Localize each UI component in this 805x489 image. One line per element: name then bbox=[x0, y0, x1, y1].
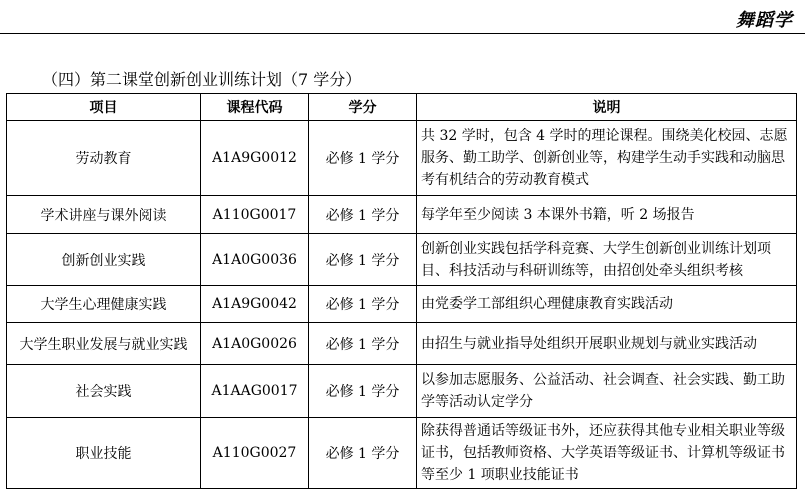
table-row bbox=[7, 323, 797, 365]
training-plan-table bbox=[6, 93, 797, 489]
row-credit: 必修 1 学分 bbox=[309, 418, 417, 489]
row-description: 以参加志愿服务、公益活动、社会调查、社会实践、勤工助学等活动认定学分 bbox=[417, 365, 797, 418]
row-credit: 必修 1 学分 bbox=[309, 323, 417, 365]
row-item-name: 创新创业实践 bbox=[7, 234, 201, 286]
section-title: （四）第二课堂创新创业训练计划（7 学分） bbox=[42, 70, 362, 89]
row-course-code: A1A9G0042 bbox=[201, 286, 309, 323]
table-row bbox=[7, 365, 797, 418]
row-description: 由党委学工部组织心理健康教育实践活动 bbox=[417, 286, 797, 323]
row-item-name: 职业技能 bbox=[7, 418, 201, 489]
row-course-code: A1A0G0026 bbox=[201, 323, 309, 365]
row-item-name: 劳动教育 bbox=[7, 121, 201, 196]
row-course-code: A110G0017 bbox=[201, 196, 309, 234]
row-credit: 必修 1 学分 bbox=[309, 286, 417, 323]
column-header-description: 说明 bbox=[417, 94, 797, 121]
table-row bbox=[7, 121, 797, 196]
table-row bbox=[7, 418, 797, 489]
row-credit: 必修 1 学分 bbox=[309, 121, 417, 196]
row-item-name: 大学生职业发展与就业实践 bbox=[7, 323, 201, 365]
row-description: 共 32 学时，包含 4 学时的理论课程。围绕美化校园、志愿服务、勤工助学、创新创业等，构建学生动手实践和动脑思考有机结合的劳动教育模式 bbox=[417, 121, 797, 196]
table-row bbox=[7, 286, 797, 323]
row-course-code: A1A0G0036 bbox=[201, 234, 309, 286]
column-header-code: 课程代码 bbox=[201, 94, 309, 121]
row-item-name: 社会实践 bbox=[7, 365, 201, 418]
row-course-code: A1AAG0017 bbox=[201, 365, 309, 418]
row-course-code: A1A9G0012 bbox=[201, 121, 309, 196]
row-item-name: 大学生心理健康实践 bbox=[7, 286, 201, 323]
column-header-credit: 学分 bbox=[309, 94, 417, 121]
row-description: 由招生与就业指导处组织开展职业规划与就业实践活动 bbox=[417, 323, 797, 365]
table-row bbox=[7, 196, 797, 234]
row-course-code: A110G0027 bbox=[201, 418, 309, 489]
page-header-label: 舞蹈学 bbox=[736, 10, 793, 31]
header-rule bbox=[0, 33, 805, 34]
row-description: 创新创业实践包括学科竞赛、大学生创新创业训练计划项目、科技活动与科研训练等，由招创处牵头组织考核 bbox=[417, 234, 797, 286]
row-credit: 必修 1 学分 bbox=[309, 234, 417, 286]
row-item-name: 学术讲座与课外阅读 bbox=[7, 196, 201, 234]
row-credit: 必修 1 学分 bbox=[309, 365, 417, 418]
column-header-item: 项目 bbox=[7, 94, 201, 121]
table-header-row bbox=[7, 94, 797, 121]
table-row bbox=[7, 234, 797, 286]
row-description: 每学年至少阅读 3 本课外书籍，听 2 场报告 bbox=[417, 196, 797, 234]
row-credit: 必修 1 学分 bbox=[309, 196, 417, 234]
row-description: 除获得普通话等级证书外，还应获得其他专业相关职业等级证书，包括教师资格、大学英语等级证书、计算机等级证书等至少 1 项职业技能证书 bbox=[417, 418, 797, 489]
